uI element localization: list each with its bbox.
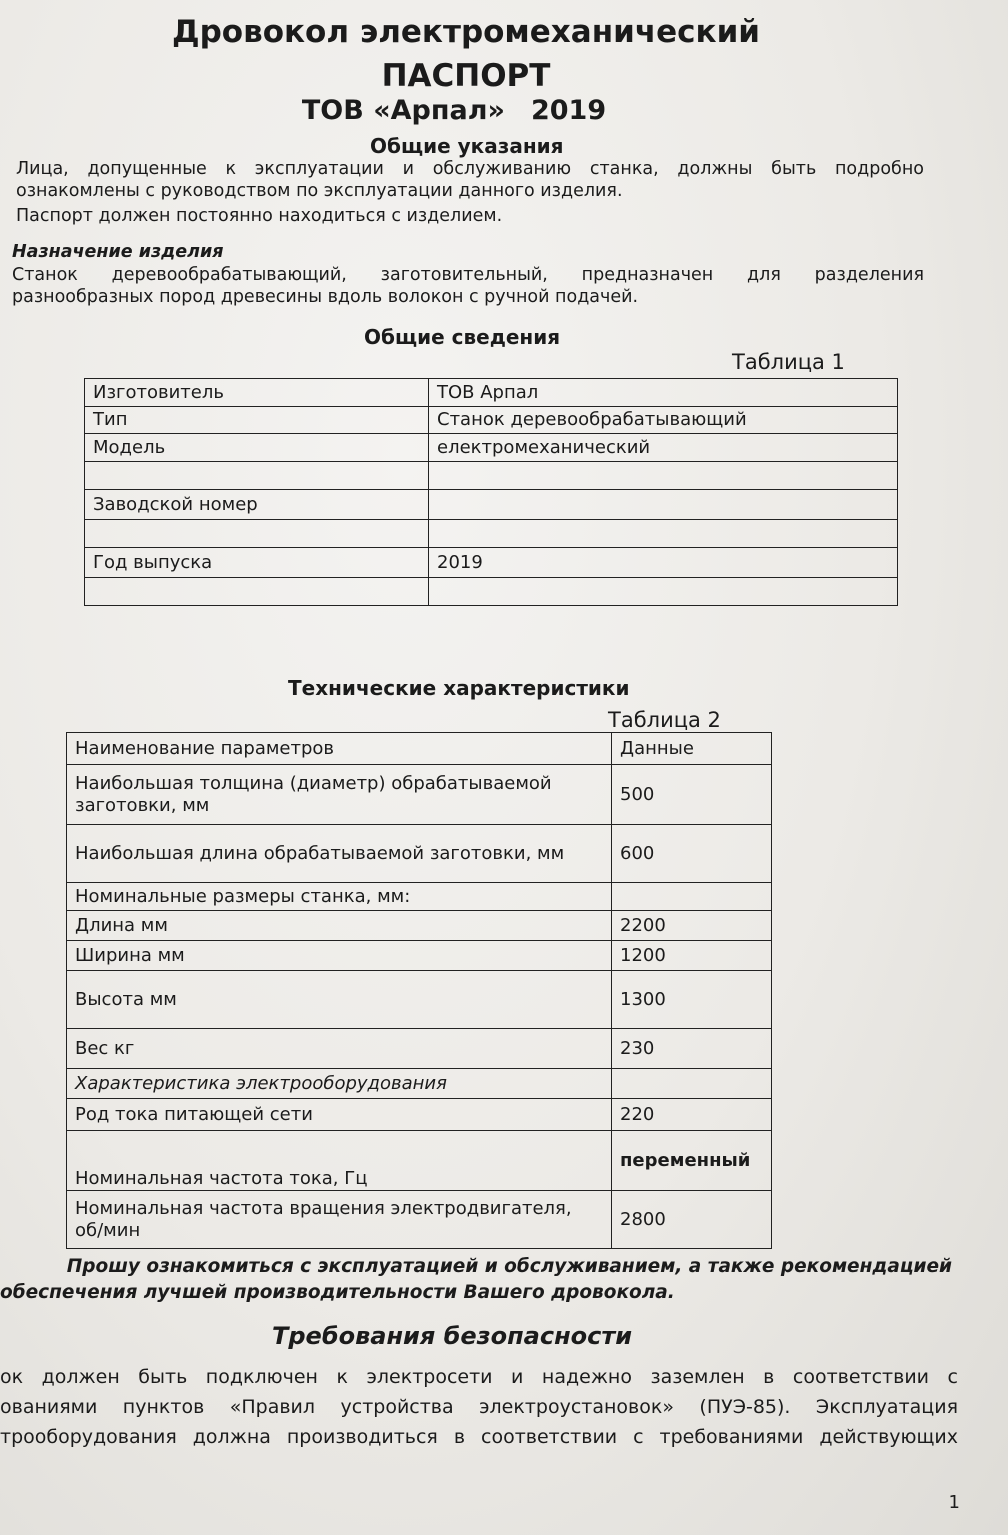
table-cell-label: Номинальная частота вращения электродвигателя, об/мин (67, 1191, 612, 1249)
purpose-text (12, 264, 924, 308)
table-row (67, 1029, 772, 1069)
company-name: ТОВ «Арпал» (301, 95, 505, 126)
table-row (67, 1069, 772, 1099)
table-cell-value: 1300 (612, 971, 772, 1029)
document-year: 2019 (530, 95, 607, 126)
table-cell-value: 1200 (612, 941, 772, 971)
table-cell-value: Станок деревообрабатывающий (429, 407, 898, 434)
table-row (85, 490, 898, 520)
table-header-row (67, 733, 772, 765)
table-row (67, 941, 772, 971)
table-cell-value: ТОВ Арпал (429, 379, 898, 407)
table-cell-value: 600 (612, 825, 772, 883)
table-cell-value (612, 883, 772, 911)
table-row (85, 407, 898, 434)
safety-text (0, 1362, 958, 1452)
table-cell-value: переменный (612, 1131, 772, 1191)
table-cell-value (429, 462, 898, 490)
table-cell-label: Номинальная частота тока, Гц (67, 1131, 612, 1191)
table-cell-value: 2019 (429, 548, 898, 578)
table-header-cell: Наименование параметров (67, 733, 612, 765)
table-cell-label: Высота мм (67, 971, 612, 1029)
document-title: Дровокол электромеханический (171, 14, 761, 50)
table-cell-label (85, 520, 429, 548)
table-row (85, 379, 898, 407)
notice-text (0, 1254, 952, 1306)
table-cell-value (429, 520, 898, 548)
table-cell-label: Вес кг (67, 1029, 612, 1069)
table-row (67, 1131, 772, 1191)
table-cell-label: Изготовитель (85, 379, 429, 407)
table-cell-label: Модель (85, 434, 429, 462)
table-header-cell: Данные (612, 733, 772, 765)
table1-caption: Таблица 1 (732, 350, 845, 374)
table-cell-label: Наибольшая длина обрабатываемой заготовки, мм (67, 825, 612, 883)
table-cell-value: 500 (612, 765, 772, 825)
table-cell-value (612, 1069, 772, 1099)
table-row (67, 911, 772, 941)
table-cell-value: 220 (612, 1099, 772, 1131)
instructions-line: ознакомлены с руководством по эксплуатации данного изделия. (16, 181, 623, 201)
table-row (85, 578, 898, 606)
purpose-heading: Назначение изделия (12, 242, 224, 262)
document-subtitle: ПАСПОРТ (381, 58, 551, 94)
table-cell-value: 2800 (612, 1191, 772, 1249)
table-row (85, 434, 898, 462)
tech-specs-table (66, 732, 772, 1249)
table-cell-value: 2200 (612, 911, 772, 941)
safety-line: трооборудования должна производиться в соответствии с требованиями действующих (0, 1426, 958, 1448)
table-cell-label (85, 462, 429, 490)
table-row (85, 548, 898, 578)
tech-specs-heading: Технические характеристики (288, 676, 630, 700)
table-cell-label: Род тока питающей сети (67, 1099, 612, 1131)
general-info-heading: Общие сведения (364, 325, 561, 349)
general-info-table (84, 378, 898, 606)
table-row (85, 462, 898, 490)
table-cell-label: Длина мм (67, 911, 612, 941)
table-cell-label: Тип (85, 407, 429, 434)
table-row (85, 520, 898, 548)
table-row (67, 883, 772, 911)
page-number: 1 (948, 1492, 960, 1513)
table-cell-value (429, 578, 898, 606)
table-row (67, 1191, 772, 1249)
table-cell-label: Ширина мм (67, 941, 612, 971)
table-cell-label (85, 578, 429, 606)
table-row (67, 1099, 772, 1131)
table-cell-value (429, 490, 898, 520)
instructions-line: Паспорт должен постоянно находиться с изделием. (16, 206, 503, 226)
purpose-line: разнообразных пород древесины вдоль волокон с ручной подачей. (12, 287, 639, 307)
table-cell-value: 230 (612, 1029, 772, 1069)
general-instructions-text (16, 158, 924, 227)
company-line (0, 95, 958, 126)
table-row (67, 825, 772, 883)
safety-heading: Требования безопасности (272, 1322, 633, 1350)
safety-line: ованиями пунктов «Правил устройства электроустановок» (ПУЭ-85). Эксплуатация (0, 1396, 958, 1418)
table-cell-label: Характеристика электрооборудования (67, 1069, 612, 1099)
instructions-line: Лица, допущенные к эксплуатации и обслуживанию станка, должны быть подробно (16, 159, 924, 179)
table-row (67, 765, 772, 825)
table-cell-label: Год выпуска (85, 548, 429, 578)
safety-line: ок должен быть подключен к электросети и надежно заземлен в соответствии с (0, 1366, 958, 1388)
table-cell-label: Наибольшая толщина (диаметр) обрабатываемой заготовки, мм (67, 765, 612, 825)
purpose-line: Станок деревообрабатывающий, заготовительный, предназначен для разделения (12, 265, 924, 285)
table-row (67, 971, 772, 1029)
notice-line: обеспечения лучшей производительности Вашего дровокола. (0, 1282, 675, 1303)
table-cell-value: електромеханический (429, 434, 898, 462)
table-cell-label: Номинальные размеры станка, мм: (67, 883, 612, 911)
general-instructions-heading: Общие указания (370, 134, 564, 158)
notice-line: Прошу ознакомиться с эксплуатацией и обслуживанием, а также рекомендацией (66, 1256, 952, 1277)
table2-caption: Таблица 2 (608, 708, 721, 732)
table-cell-label: Заводской номер (85, 490, 429, 520)
